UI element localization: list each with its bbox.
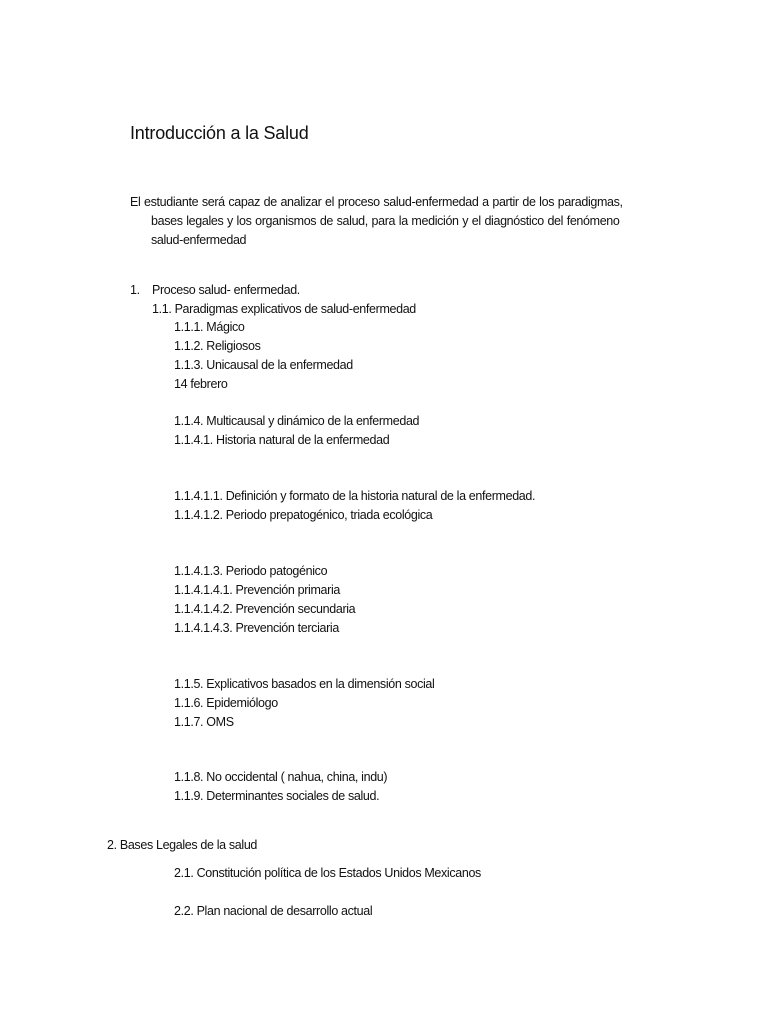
outline-item: 1.1.2. Religiosos xyxy=(174,339,261,353)
outline-item: 1.1.5. Explicativos basados en la dimensión social xyxy=(174,677,435,691)
section-2-heading: 2. Bases Legales de la salud xyxy=(107,838,258,852)
outline-item: 1.1.4.1.1. Definición y formato de la historia natural de la enfermedad. xyxy=(174,489,536,503)
outline-item: 1.1.9. Determinantes sociales de salud. xyxy=(174,789,380,803)
document-title: Introducción a la Salud xyxy=(130,123,309,143)
outline-item: 1.1.3. Unicausal de la enfermedad xyxy=(174,358,353,372)
outline-item: 1.1. Paradigmas explicativos de salud-enfermedad xyxy=(152,302,416,316)
outline-item: 1.1.4.1. Historia natural de la enfermedad xyxy=(174,433,390,447)
objective-paragraph xyxy=(130,193,670,250)
objective-line-1: El estudiante será capaz de analizar el proceso salud-enfermedad a partir de los paradigmas, xyxy=(130,195,623,209)
outline-item: 1.1.4.1.2. Periodo prepatogénico, triada ecológica xyxy=(174,508,433,522)
outline-item: 1.1.7. OMS xyxy=(174,715,234,729)
outline-item: 1.1.8. No occidental ( nahua, china, indu) xyxy=(174,770,388,784)
objective-line-3: salud-enfermedad xyxy=(151,233,247,247)
section-1-title: Proceso salud- enfermedad. xyxy=(152,283,300,297)
outline-item: 1.1.4.1.4.2. Prevención secundaria xyxy=(174,602,356,616)
outline-item: 1.1.4.1.4.3. Prevención terciaria xyxy=(174,621,339,635)
outline-item: 2.2. Plan nacional de desarrollo actual xyxy=(174,904,373,918)
outline-item: 2.1. Constitución política de los Estados Unidos Mexicanos xyxy=(174,866,481,880)
outline-item: 1.1.4. Multicausal y dinámico de la enfermedad xyxy=(174,414,420,428)
outline-date-note: 14 febrero xyxy=(174,377,228,391)
outline-item: 1.1.6. Epidemiólogo xyxy=(174,696,278,710)
objective-line-2: bases legales y los organismos de salud, para la medición y el diagnóstico del fenómeno xyxy=(151,214,620,228)
section-1-heading xyxy=(130,281,300,300)
outline-item: 1.1.4.1.3. Periodo patogénico xyxy=(174,564,328,578)
outline-item: 1.1.4.1.4.1. Prevención primaria xyxy=(174,583,340,597)
section-1-number: 1. xyxy=(130,283,140,297)
outline-item: 1.1.1. Mágico xyxy=(174,320,245,334)
